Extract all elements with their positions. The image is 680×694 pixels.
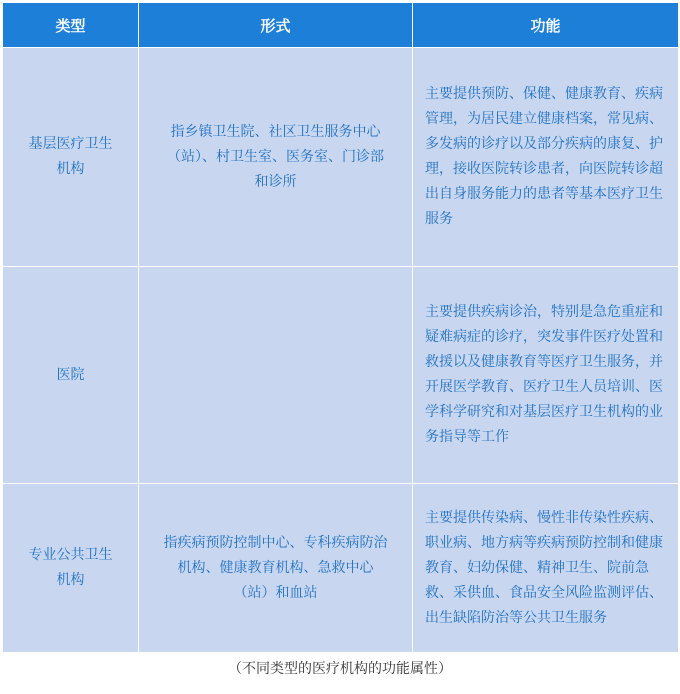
- cell-type: 医院: [3, 267, 139, 484]
- table-row: [3, 267, 679, 484]
- header-form: 形式: [139, 3, 413, 48]
- cell-form: 指疾病预防控制中心、专科疾病防治机构、健康教育机构、急救中心（站）和血站: [139, 484, 413, 653]
- institution-table: [2, 2, 678, 653]
- table-row: [3, 484, 679, 653]
- header-function: 功能: [413, 3, 679, 48]
- cell-type: 专业公共卫生机构: [3, 484, 139, 653]
- cell-form: [139, 267, 413, 484]
- cell-type: 基层医疗卫生机构: [3, 48, 139, 267]
- cell-function: 主要提供疾病诊治，特别是急危重症和疑难病症的诊疗，突发事件医疗处置和救援以及健康教育等医疗卫生服务，并开展医学教育、医疗卫生人员培训、医学科学研究和对基层医疗卫生机构的业务指导等工作: [413, 267, 679, 484]
- table-caption: （不同类型的医疗机构的功能属性）: [228, 661, 452, 677]
- table-row: [3, 48, 679, 267]
- cell-form: 指乡镇卫生院、社区卫生服务中心（站）、村卫生室、医务室、门诊部和诊所: [139, 48, 413, 267]
- table-header-row: [3, 3, 679, 48]
- cell-function: 主要提供传染病、慢性非传染性疾病、职业病、地方病等疾病预防控制和健康教育、妇幼保健、精神卫生、院前急救、采供血、食品安全风险监测评估、出生缺陷防治等公共卫生服务: [413, 484, 679, 653]
- cell-function: 主要提供预防、保健、健康教育、疾病管理，为居民建立健康档案，常见病、多发病的诊疗以及部分疾病的康复、护理，接收医院转诊患者，向医院转诊超出自身服务能力的患者等基本医疗卫生服务: [413, 48, 679, 267]
- header-type: 类型: [3, 3, 139, 48]
